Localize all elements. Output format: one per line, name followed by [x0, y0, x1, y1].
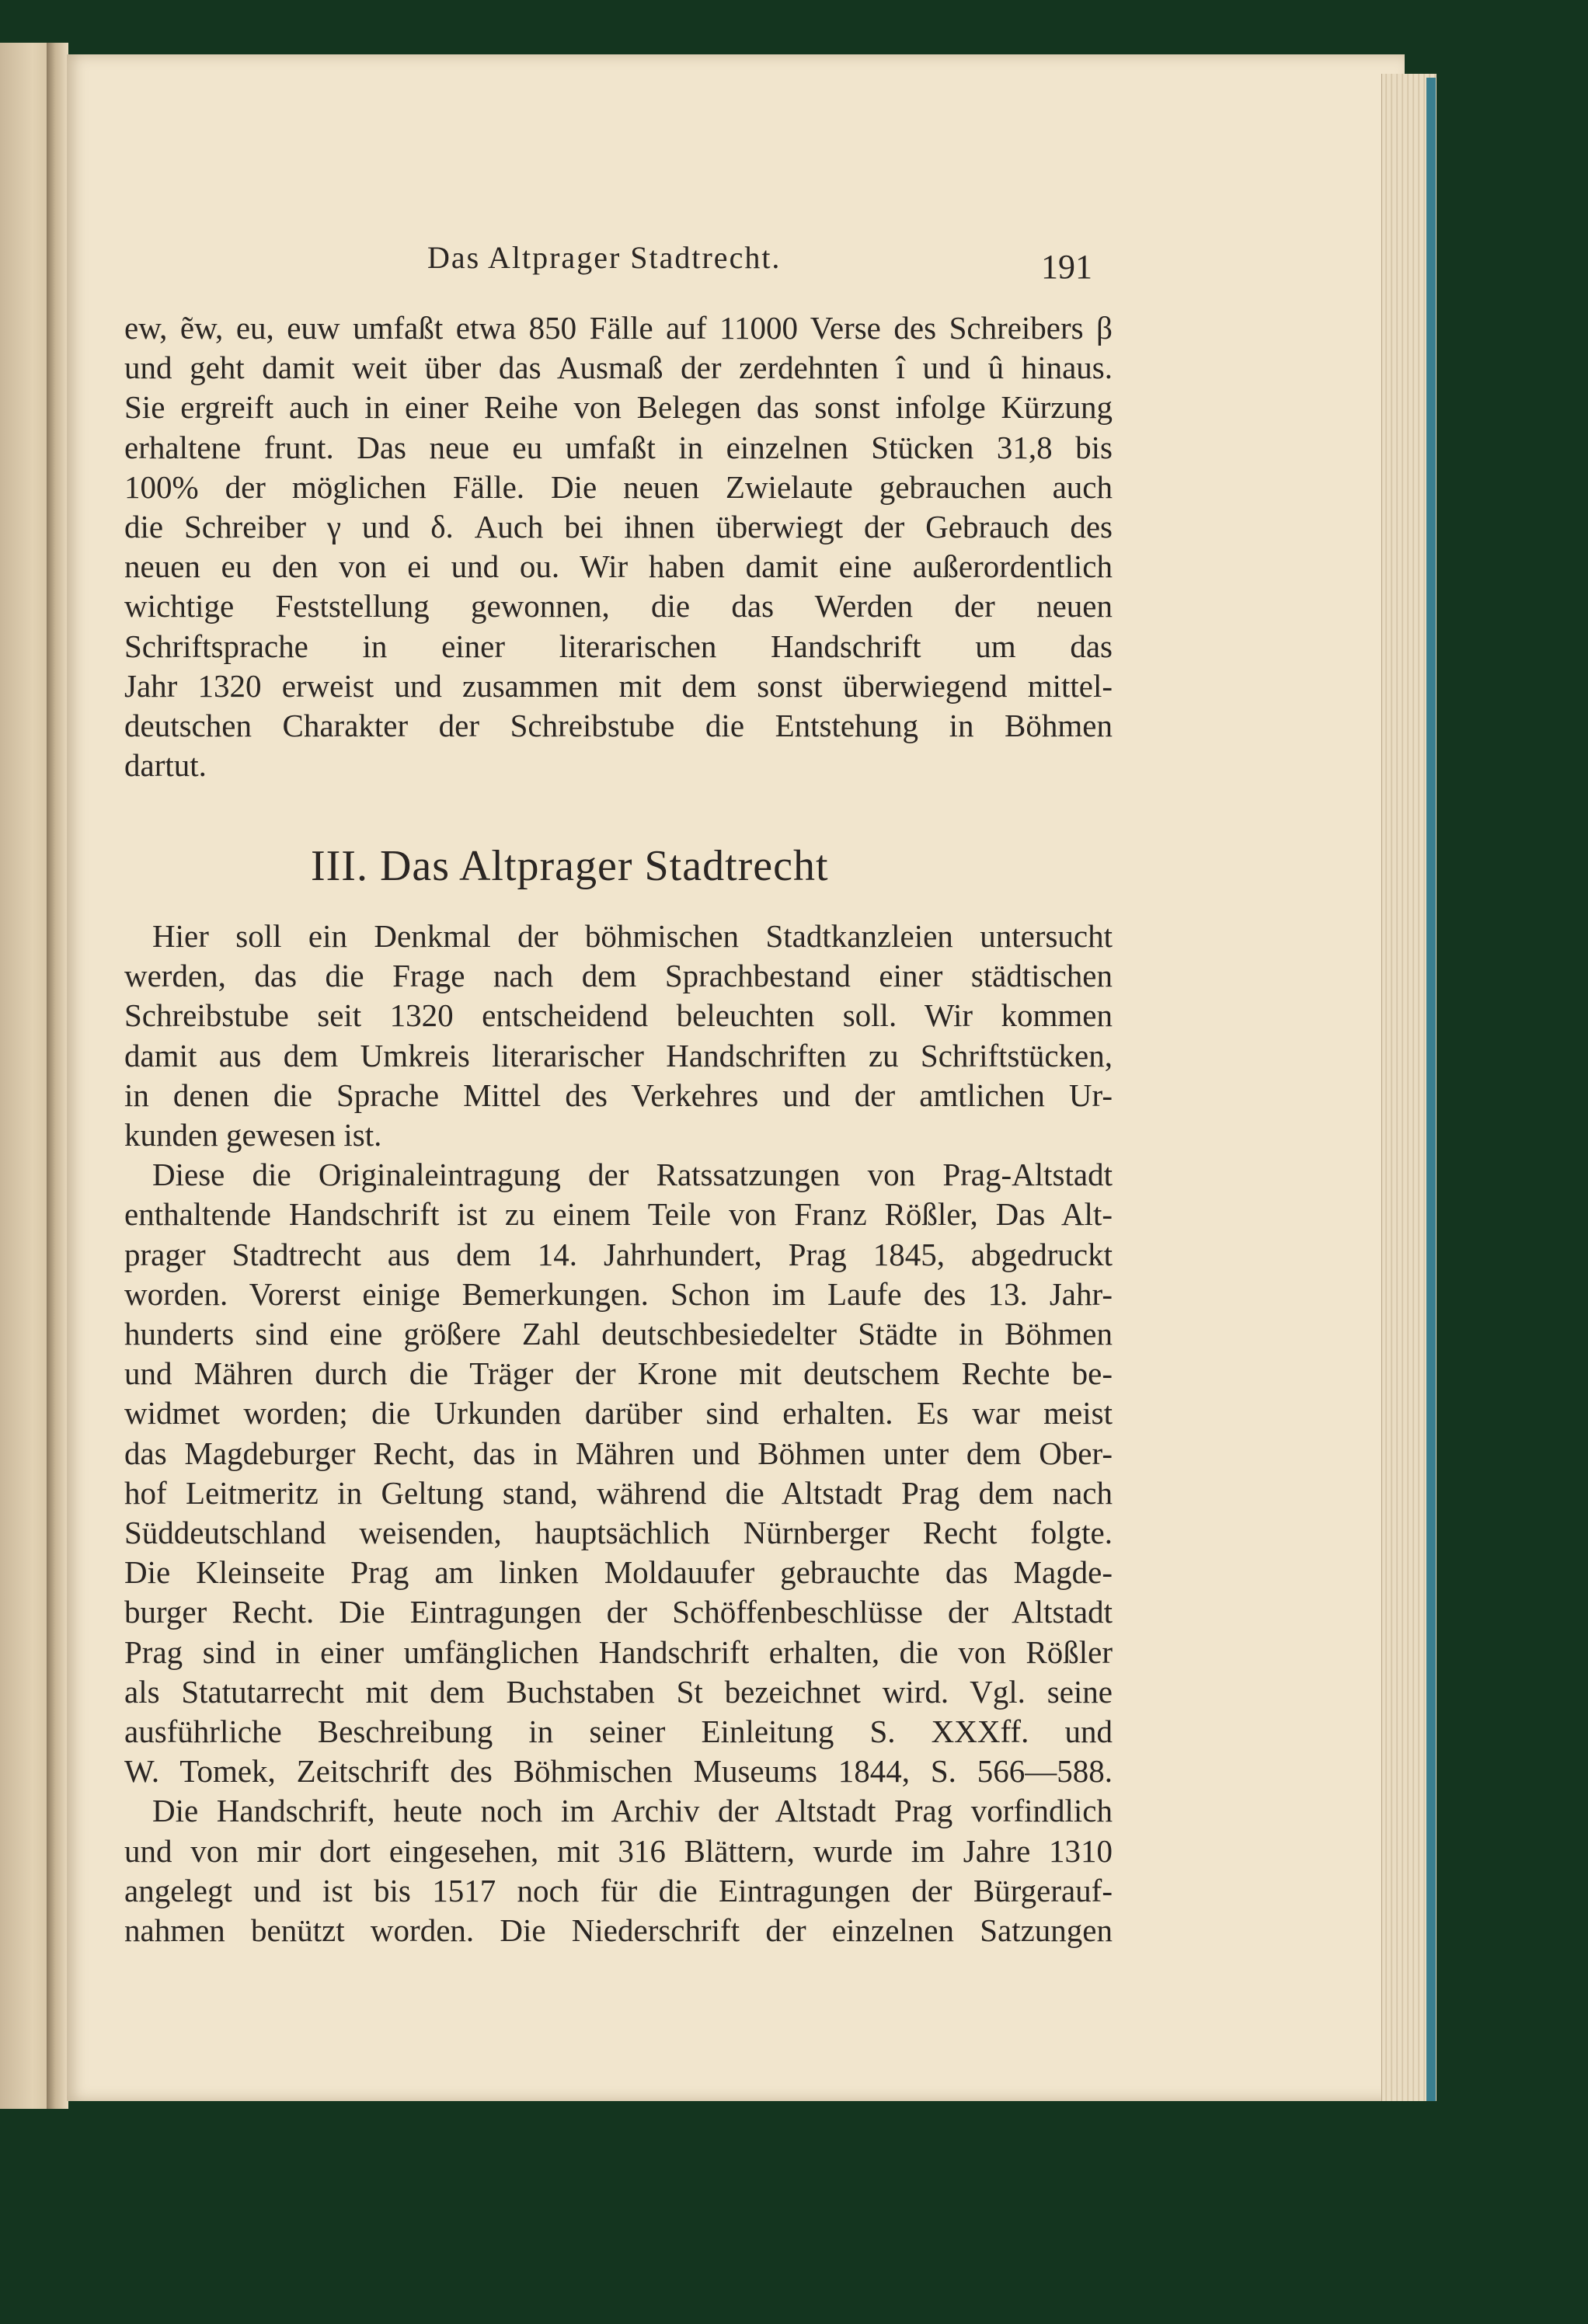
- text-line: kunden gewesen ist.: [124, 1117, 382, 1153]
- text-line: worden. Vorerst einige Bemerkungen. Schon im Laufe des 13. Jahr-: [124, 1275, 1113, 1312]
- text-line: wichtige Feststellung gewonnen, die das Werden der neuen: [124, 588, 1113, 624]
- text-line: Die Handschrift, heute noch im Archiv der Altstadt Prag vorfindlich: [152, 1793, 1113, 1829]
- text-line: hof Leitmeritz in Geltung stand, während die Altstadt Prag dem nach: [124, 1474, 1113, 1511]
- text-line: angelegt und ist bis 1517 noch für die Eintragungen der Bürgerauf-: [124, 1872, 1113, 1908]
- section-body: [124, 917, 1113, 1950]
- text-line: neuen eu den von ei und ou. Wir haben damit eine außerordentlich: [124, 548, 1113, 585]
- text-line: prager Stadtrecht aus dem 14. Jahrhundert, Prag 1845, abgedruckt: [124, 1236, 1113, 1272]
- text-line: enthaltende Handschrift ist zu einem Teile von Franz Rößler, Das Alt-: [124, 1196, 1113, 1233]
- text-line: ausführliche Beschreibung in seiner Einleitung S. XXXff. und: [124, 1713, 1113, 1750]
- paragraph-continued: [124, 308, 1113, 785]
- section-heading: III. Das Altprager Stadtrecht: [311, 842, 829, 890]
- text-line: dartut.: [124, 747, 207, 784]
- text-line: Die Kleinseite Prag am linken Moldauufer gebrauchte das Magde-: [124, 1554, 1113, 1591]
- running-header: Das Altprager Stadtrecht.: [427, 240, 782, 275]
- text-line: ew, ẽw, eu, euw umfaßt etwa 850 Fälle auf 11000 Verse des Schreibers β: [124, 310, 1113, 346]
- text-line: deutschen Charakter der Schreibstube die Entstehung in Böhmen: [124, 708, 1113, 744]
- text-line: nahmen benützt worden. Die Niederschrift der einzelnen Satzungen: [124, 1912, 1113, 1949]
- text-line: erhaltene frunt. Das neue eu umfaßt in einzelnen Stücken 31,8 bis: [124, 429, 1113, 465]
- text-line: als Statutarrecht mit dem Buchstaben St bezeichnet wird. Vgl. seine: [124, 1673, 1113, 1710]
- text-line: widmet worden; die Urkunden darüber sind erhalten. Es war meist: [124, 1395, 1113, 1432]
- text-line: W. Tomek, Zeitschrift des Böhmischen Museums 1844, S. 566—588.: [124, 1753, 1113, 1790]
- text-line: das Magdeburger Recht, das in Mähren und Böhmen unter dem Ober-: [124, 1435, 1113, 1471]
- text-line: werden, das die Frage nach dem Sprachbestand einer städtischen: [124, 958, 1113, 994]
- text-line: Sie ergreift auch in einer Reihe von Belegen das sonst infolge Kürzung: [124, 389, 1113, 426]
- text-line: Schreibstube seit 1320 entscheidend beleuchten soll. Wir kommen: [124, 997, 1113, 1034]
- text-line: Süddeutschland weisenden, hauptsächlich Nürnberger Recht folgte.: [124, 1515, 1113, 1551]
- book-cover-edge: [1426, 78, 1436, 2101]
- text-line: und von mir dort eingesehen, mit 316 Blättern, wurde im Jahre 1310: [124, 1832, 1113, 1869]
- text-line: Prag sind in einer umfänglichen Handschrift erhalten, die von Rößler: [124, 1633, 1113, 1670]
- text-line: in denen die Sprache Mittel des Verkehres und der amtlichen Ur-: [124, 1077, 1113, 1113]
- text-line: damit aus dem Umkreis literarischer Handschriften zu Schriftstücken,: [124, 1037, 1113, 1073]
- text-line: Schriftsprache in einer literarischen Handschrift um das: [124, 628, 1113, 664]
- text-line: burger Recht. Die Eintragungen der Schöffenbeschlüsse der Altstadt: [124, 1594, 1113, 1630]
- text-line: und geht damit weit über das Ausmaß der zerdehnten î und û hinaus.: [124, 350, 1113, 386]
- text-line: und Mähren durch die Träger der Krone mit deutschem Rechte be-: [124, 1355, 1113, 1392]
- facing-page-edge: [0, 43, 48, 2109]
- text-line: Jahr 1320 erweist und zusammen mit dem sonst überwiegend mittel-: [124, 667, 1113, 704]
- page-number: 191: [1041, 248, 1092, 286]
- text-line: hunderts sind eine größere Zahl deutschbesiedelter Städte in Böhmen: [124, 1316, 1113, 1352]
- text-line: die Schreiber γ und δ. Auch bei ihnen überwiegt der Gebrauch des: [124, 509, 1113, 545]
- text-line: Hier soll ein Denkmal der böhmischen Stadtkanzleien untersucht: [152, 918, 1113, 954]
- book-gutter: [47, 43, 68, 2109]
- text-line: Diese die Originaleintragung der Ratssatzungen von Prag-Altstadt: [152, 1157, 1113, 1193]
- text-line: 100% der möglichen Fälle. Die neuen Zwielaute gebrauchen auch: [124, 468, 1113, 505]
